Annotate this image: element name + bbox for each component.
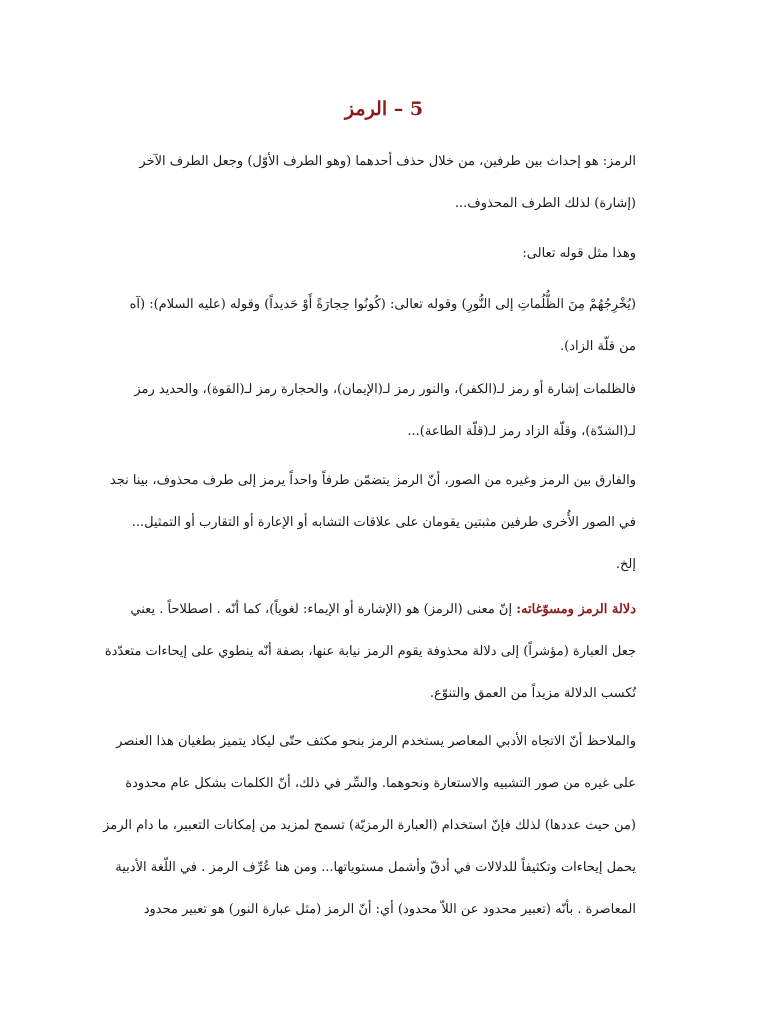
paragraph-text: إنّ معنى (الرمز) هو (الإشارة أو الإيماء: لغوياً)، كما أنّه . اصطلاحاً . يعني [130, 602, 513, 617]
section-title: 5 – الرمز [344, 98, 424, 120]
paragraph-line: جعل العبارة (مؤشراً) إلى دلالة محذوفة يقوم الرمز نيابة عنها، بصفة أنّه ينطوي على إيحاءات متعدّدة [104, 644, 636, 659]
paragraph-line: المعاصرة . بأنّه (تعبير محدود عن اللاّ محدود) أي: أنّ الرمز (مثل عبارة النور) هو تعبير محدود [143, 902, 636, 917]
inline-heading: دلالة الرمز ومسوّغاته: [516, 602, 636, 617]
paragraph-line: على غيره من صور التشبيه والاستعارة ونحوهما. والسِّر في ذلك، أنّ الكلمات بشكل عام محدودة [125, 776, 636, 791]
paragraph-line: تُكسب الدلالة مزيداً من العمق والتنوّع. [429, 686, 636, 701]
paragraph-line: والملاحظ أنّ الاتجاه الأدبي المعاصر يستخدم الرمز بنحو مكثف حتّى ليكاد يتميز بطغيان هذا العنصر [116, 734, 636, 749]
paragraph-line: من قلّة الزاد). [560, 339, 636, 354]
paragraph-line [126, 601, 636, 619]
paragraph-line: (من حيث عددها) لذلك فإنّ استخدام (العبارة الرمزيّة) تسمح لمزيد من إمكانات التعبير، ما دام الرمز [103, 818, 636, 833]
paragraph-line: والفارق بين الرمز وغيره من الصور، أنّ الرمز يتضمّن طرفاً واحداً يرمز إلى طرف محذوف، بينا نجد [109, 473, 636, 488]
paragraph-line: في الصور الأُخرى طرفين مثبتين يقومان على علاقات التشابه أو الإعارة أو التقارب أو التمثيل... [131, 515, 636, 530]
paragraph-line: الرمز: هو إحداث بين طرفين، من خلال حذف أحدهما (وهو الطرف الأوّل) وجعل الطرف الآخر [139, 154, 636, 169]
paragraph-line: فالظلمات إشارة أو رمز لـ(الكفر)، والنور رمز لـ(الإيمان)، والحجارة رمز لـ(القوة)، والحديد رمز [134, 382, 636, 397]
paragraph-line: لـ(الشدّة)، وقلّة الزاد رمز لـ(قلّة الطاعة)... [407, 424, 636, 439]
paragraph-line: وهذا مثل قوله تعالى: [522, 246, 636, 261]
paragraph-line: يحمل إيحاءات وتكثيفاً للدلالات في أدقّ وأشمل مستوياتها... ومن هنا عُرِّف الرمز . في اللّغة الأدبية [115, 860, 636, 875]
paragraph-line: (إشارة) لذلك الطرف المحذوف... [454, 196, 636, 211]
paragraph-line: (يُخْرِجُهُمْ مِنَ الظُّلُماتِ إلى النُّورِ) وقوله تعالى: (كُونُوا حِجارَةً أَوْ حَديداً) وقوله (عليه السلام): (آه [129, 297, 636, 312]
paragraph-line: إلخ. [615, 557, 636, 572]
